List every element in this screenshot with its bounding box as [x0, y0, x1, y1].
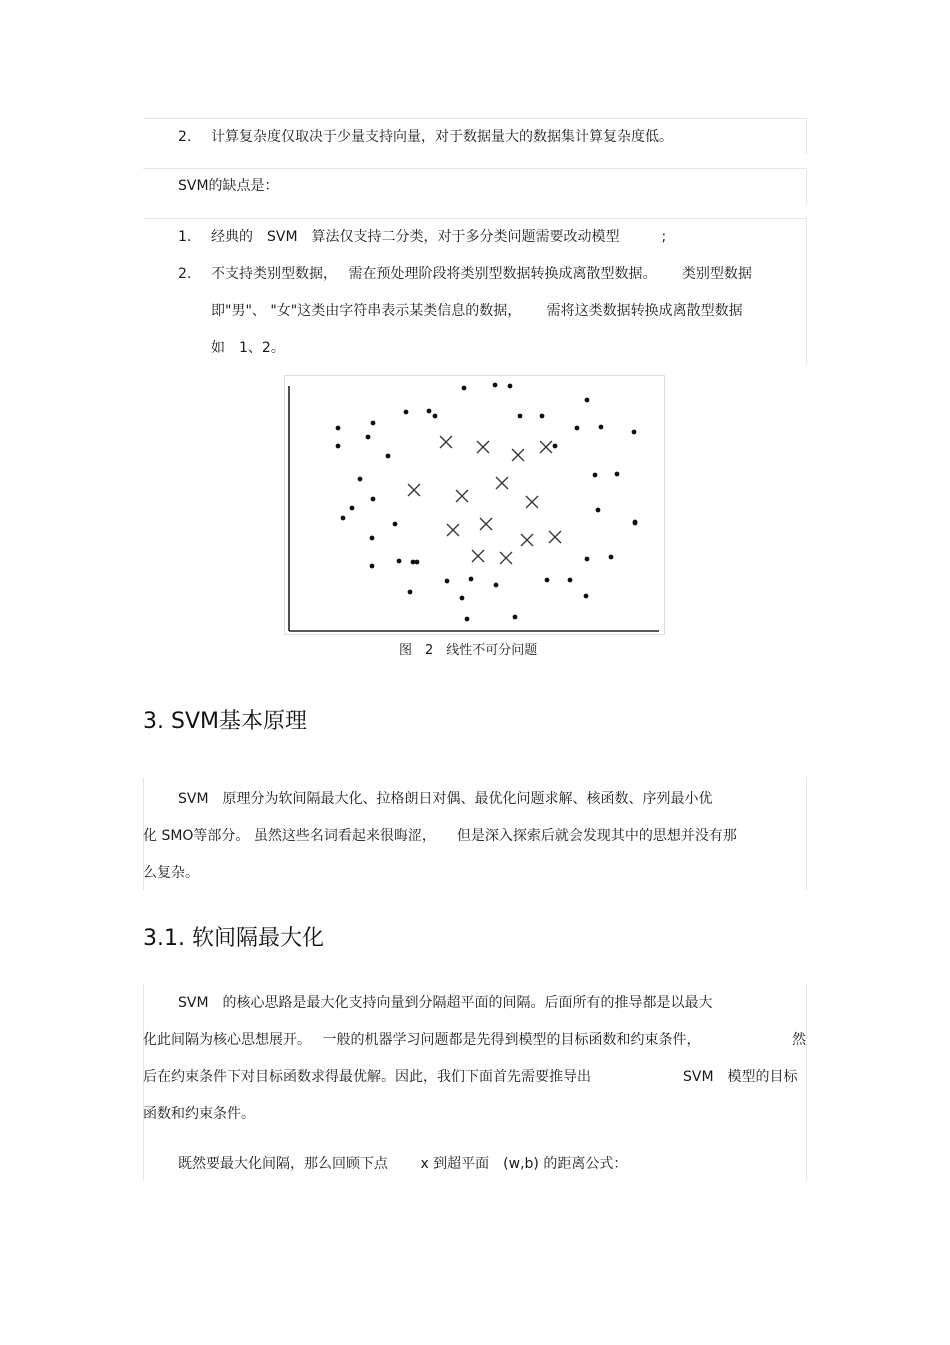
- data-point-dot: [633, 521, 638, 526]
- data-point-dot: [596, 508, 601, 513]
- data-point-dot: [415, 560, 420, 565]
- data-point-dot: [575, 426, 580, 431]
- data-point-dot: [632, 430, 637, 435]
- data-point-dot: [336, 426, 341, 431]
- frame-line: [143, 118, 807, 119]
- data-point-dot: [584, 594, 589, 599]
- data-point-dot: [508, 384, 513, 389]
- data-point-cross: [472, 550, 484, 562]
- data-point-dot: [540, 414, 545, 419]
- list-number: 1.: [178, 229, 192, 245]
- paragraph-line: 既然要最大化间隔，那么回顾下点 x 到超平面 (w,b) 的距离公式：: [178, 1156, 628, 1172]
- data-point-dot: [371, 421, 376, 426]
- data-point-dot: [397, 559, 402, 564]
- paragraph-line: 然: [792, 1032, 806, 1048]
- section-heading: 3. SVM基本原理: [143, 709, 307, 734]
- data-point-cross: [496, 477, 508, 489]
- data-point-cross: [480, 518, 492, 530]
- disadvantages-heading: SVM的缺点是：: [178, 178, 279, 194]
- data-point-cross: [408, 484, 420, 496]
- data-point-dot: [350, 506, 355, 511]
- frame-line: [806, 168, 807, 204]
- data-point-dot: [568, 578, 573, 583]
- data-point-cross: [526, 496, 538, 508]
- frame-line: [806, 778, 807, 890]
- data-point-dot: [585, 557, 590, 562]
- data-point-dot: [513, 615, 518, 620]
- data-point-cross: [540, 441, 552, 453]
- list-item-text: 计算复杂度仅取决于少量支持向量，对于数据量大的数据集计算复杂度低。: [211, 129, 673, 145]
- data-point-dot: [465, 617, 470, 622]
- list-item-text: 如 1、2。: [211, 340, 285, 356]
- paragraph-line: 函数和约束条件。: [143, 1106, 255, 1122]
- data-point-cross: [500, 552, 512, 564]
- list-number: 2.: [178, 129, 192, 145]
- list-item-text: 经典的 SVM 算法仅支持二分类，对于多分类问题需要改动模型 ;: [211, 229, 667, 245]
- frame-line: [806, 118, 807, 154]
- data-point-dot: [609, 555, 614, 560]
- paragraph-line: 化 SMO等部分。 虽然这些名词看起来很晦涩， 但是深入探索后就会发现其中的思想并没有那: [143, 828, 737, 844]
- list-number: 2.: [178, 266, 192, 282]
- frame-line: [143, 218, 807, 219]
- data-point-dot: [393, 522, 398, 527]
- data-point-dot: [545, 578, 550, 583]
- data-point-dot: [358, 477, 363, 482]
- data-point-dot: [386, 454, 391, 459]
- paragraph-line: 后在约束条件下对目标函数求得最优解。因此，我们下面首先需要推导出: [143, 1069, 591, 1085]
- scatter-figure: [284, 375, 665, 635]
- data-point-dot: [462, 386, 467, 391]
- data-point-dot: [408, 590, 413, 595]
- data-point-dot: [615, 472, 620, 477]
- data-point-cross: [521, 534, 533, 546]
- data-point-dot: [585, 398, 590, 403]
- frame-line: [806, 984, 807, 1180]
- data-point-dot: [341, 516, 346, 521]
- data-point-dot: [518, 414, 523, 419]
- data-point-dot: [445, 579, 450, 584]
- data-point-cross: [477, 441, 489, 453]
- data-point-dot: [370, 536, 375, 541]
- paragraph-line: SVM 的核心思路是最大化支持向量到分隔超平面的间隔。后面所有的推导都是以最大: [178, 995, 713, 1011]
- data-point-dot: [494, 583, 499, 588]
- data-point-cross: [512, 449, 524, 461]
- data-point-dot: [553, 444, 558, 449]
- data-point-dot: [599, 425, 604, 430]
- scatter-plot: [285, 376, 664, 634]
- data-point-cross: [440, 436, 452, 448]
- data-point-dot: [493, 383, 498, 388]
- paragraph-line: SVM 原理分为软间隔最大化、拉格朗日对偶、最优化问题求解、核函数、序列最小优: [178, 791, 713, 807]
- data-point-dot: [404, 410, 409, 415]
- paragraph-line: 么复杂。: [143, 865, 199, 881]
- data-point-dot: [460, 596, 465, 601]
- frame-line: [143, 168, 807, 169]
- paragraph-line: SVM 模型的目标: [683, 1069, 798, 1085]
- paragraph-line: 化此间隔为核心思想展开。 一般的机器学习问题都是先得到模型的目标函数和约束条件，: [143, 1032, 701, 1048]
- section-heading: 3.1. 软间隔最大化: [143, 926, 324, 951]
- data-point-dot: [427, 409, 432, 414]
- data-point-cross: [456, 490, 468, 502]
- frame-line: [806, 218, 807, 364]
- data-point-dot: [336, 444, 341, 449]
- data-point-dot: [370, 564, 375, 569]
- data-point-dot: [371, 497, 376, 502]
- data-point-dot: [433, 414, 438, 419]
- data-point-dot: [469, 577, 474, 582]
- data-point-dot: [366, 435, 371, 440]
- data-point-cross: [549, 531, 561, 543]
- list-item-text: 不支持类别型数据， 需在预处理阶段将类别型数据转换成离散型数据。 类别型数据: [211, 266, 752, 282]
- list-item-text: 即"男"、 "女"这类由字符串表示某类信息的数据， 需将这类数据转换成离散型数据: [211, 303, 743, 319]
- figure-caption: 图 2 线性不可分问题: [399, 643, 538, 658]
- data-point-dot: [593, 473, 598, 478]
- data-point-cross: [447, 524, 459, 536]
